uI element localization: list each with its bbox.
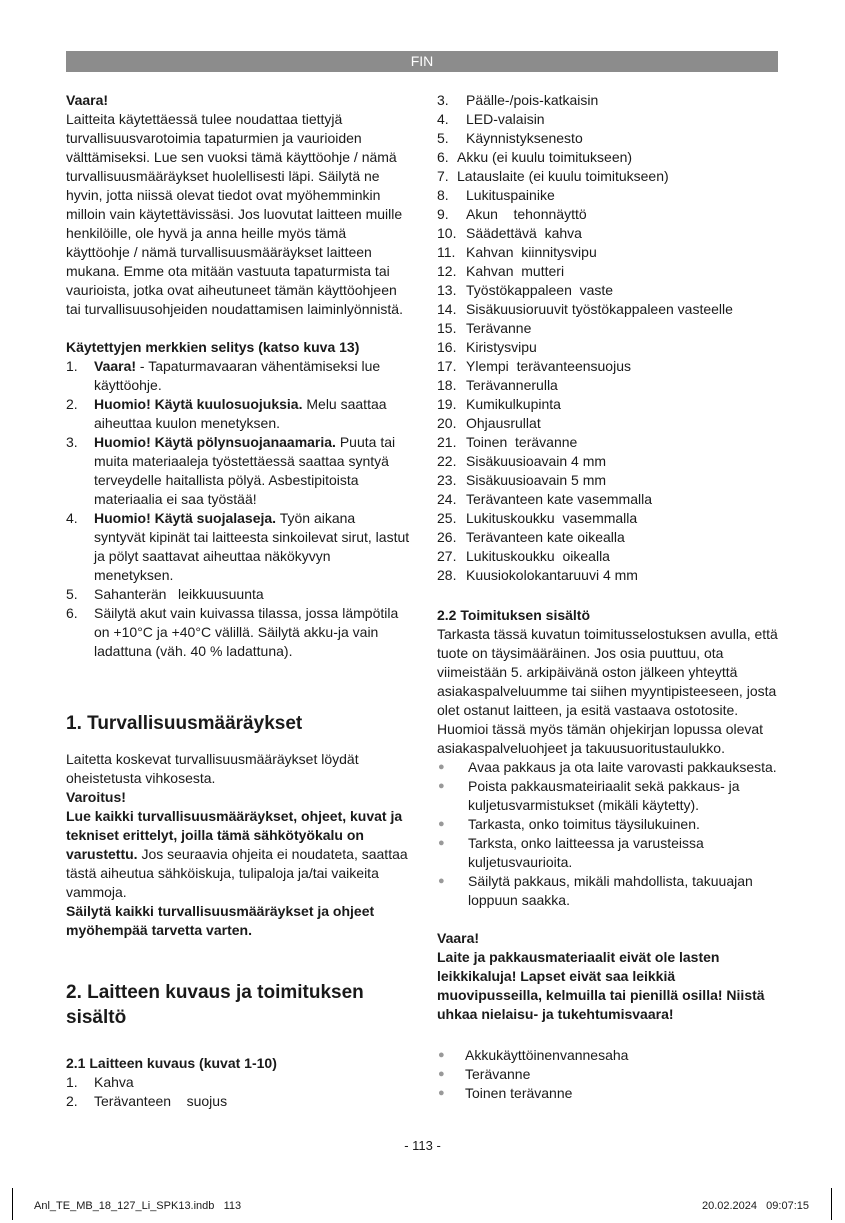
section22-text: Tarkasta tässä kuvatun toimitusselostuksen avulla, että tuote on täysimääräinen. Jos osia puuttuu, ota viimeistään 5. arkipäivänä oston jälkeen yhteyttä asiakaspalveluumme tai siihen myyntipisteeseen, josta olet ostanut laitteen, ja esitä vastaava ostotosite. Huomioi tässä myös tämän ohjekirjan lopussa olevat asiakaspalveluohjeet ja takuusuoritustaulukko. (437, 626, 778, 756)
bullet-icon: ● (438, 780, 445, 792)
part-item: 24. Terävanteen kate vasemmalla (437, 491, 652, 507)
part-item: 20. Ohjausrullat (437, 415, 541, 431)
part-item: 9. Akun tehonnäyttö (437, 206, 587, 222)
symbol-item: 3. Huomio! Käytä pölynsuojanaamaria. Puuta tai muita materiaaleja työstettäessä saattaa syntyä terveydelle haitallista pölyä. Asbestipitoista materiaalia ei saa työstää! (66, 434, 396, 507)
list-item: ● Tarksta, onko laitteessa ja varusteissa kuljetusvaurioita. (438, 835, 704, 870)
bullet-icon: ● (438, 1068, 445, 1080)
bullet-list (437, 758, 783, 910)
part-item: 21. Toinen terävanne (437, 434, 578, 450)
footer-datetime: 20.02.2024 09:07:15 (701, 1200, 809, 1212)
list-item: ● Poista pakkausmateiriaalit sekä pakkaus- ja kuljetusvarmistukset (mikäli käytetty). (438, 778, 740, 813)
bullet-icon: ● (438, 761, 445, 773)
language-header-bar (66, 51, 778, 72)
part-item: 19. Kumikulkupinta (437, 396, 561, 412)
section1-text: Laitetta koskevat turvallisuusmääräykset löydät oheistetusta vihkosesta. (66, 751, 359, 786)
margin-line-left (12, 1188, 13, 1220)
list-item: ● Avaa pakkaus ja ota laite varovasti pakkauksesta. (438, 759, 777, 775)
part-item: 16. Kiristysvipu (437, 339, 537, 355)
part-item: 6. Akku (ei kuulu toimitukseen) (437, 149, 633, 165)
part-item: 23. Sisäkuusioavain 5 mm (437, 472, 607, 488)
part-item: 15. Terävanne (437, 320, 532, 336)
part-item: 7. Latauslaite (ei kuulu toimitukseen) (437, 168, 669, 184)
bullet-icon: ● (438, 818, 445, 830)
delivery-list (437, 1046, 783, 1103)
warning-text: Laitteita käytettäessä tulee noudattaa tiettyjä turvallisuusvarotoimia tapaturmien ja vaurioiden välttämiseksi. Lue sen vuoksi tämä käyttöohje / nämä turvallisuusmääräykset huolellisesti läpi. Säilytä ne hyvin, jotta niissä olevat tiedot ovat myöhemminkin milloin vain käytettävissäsi. Jos luovutat laitteen muille henkilöille, ole hyvä ja anna heille myös tämä käyttöohje / nämä turvallisuusmääräykset laitteen mukana. Emme ota mitään vastuuta tapaturmista tai vaurioista, jotka ovat aiheutuneet tämän käyttöohjeen tai turvallisuusohjeiden noudattamisen laiminlyönnistä. (66, 111, 403, 317)
footer-filename: Anl_TE_MB_18_127_Li_SPK13.indb 113 (34, 1200, 242, 1212)
symbol-item: 6. Säilytä akut vain kuivassa tilassa, jossa lämpötila on +10°C ja +40°C välillä. Säilytä akku-ja vain ladattuna (väh. 40 % ladattuna). (66, 605, 399, 659)
section22-title: 2.2 Toimituksen sisältö (437, 607, 591, 623)
part-item: 3. Päälle-/pois-katkaisin (437, 92, 599, 108)
warning-text-right: Laite ja pakkausmateriaalit eivät ole lasten leikkikaluja! Lapset eivät saa leikkiä muovipusseilla, kelmuilla tai pienillä osilla! Niistä uhkaa nielaisu- ja tukehtumisvaara! (437, 949, 765, 1022)
part-item: 28. Kuusiokolokantaruuvi 4 mm (437, 567, 638, 583)
part-item: 27. Lukituskoukku oikealla (437, 548, 610, 564)
margin-line-right (831, 1188, 832, 1220)
part-item: 2. Terävanteen suojus (66, 1093, 228, 1109)
symbol-item: 1. Vaara! - Tapaturmavaaran vähentämiseksi lue käyttöohje. (66, 358, 381, 393)
part-item: 13. Työstökappaleen vaste (437, 282, 614, 298)
part-item: 1. Kahva (66, 1074, 134, 1090)
section2-title: 2. Laitteen kuvaus ja toimituksen sisältö (66, 982, 364, 1028)
symbols-title: Käytettyjen merkkien selitys (katso kuva 13) (66, 339, 360, 355)
part-item: 17. Ylempi terävanteensuojus (437, 358, 631, 374)
bullet-icon: ● (438, 837, 445, 849)
symbol-item: 4. Huomio! Käytä suojalaseja. Työn aikana syntyvät kipinät tai laitteesta sinkoilevat sirut, lastut ja pölyt saattavat aiheuttaa näkökyvyn menetyksen. (66, 510, 410, 583)
language-label: FIN (410, 53, 434, 69)
section21-title: 2.1 Laitteen kuvaus (kuvat 1-10) (66, 1055, 277, 1071)
section1-paragraph: Lue kaikki turvallisuusmääräykset, ohjeet, kuvat ja tekniset erittelyt, joilla tämä sähkötyökalu on varustettu. Jos seuraavia ohjeita ei noudateta, saattaa tästä aiheutua sähköiskuja, tulipaloja ja/tai vaikeita vammoja. (66, 808, 408, 900)
list-item: ● Akkukäyttöinenvannesaha (438, 1047, 629, 1063)
part-item: 26. Terävanteen kate oikealla (437, 529, 625, 545)
bullet-icon: ● (438, 1049, 445, 1061)
part-item: 25. Lukituskoukku vasemmalla (437, 510, 638, 526)
section1-warning: Varoitus! (66, 789, 126, 805)
section1-title: 1. Turvallisuusmääräykset (66, 713, 303, 734)
symbol-item: 2. Huomio! Käytä kuulosuojuksia. Melu saattaa aiheuttaa kuulon menetyksen. (66, 396, 387, 431)
list-item: ● Terävanne (438, 1066, 531, 1082)
bullet-icon: ● (438, 1087, 445, 1099)
right-column (437, 91, 783, 1103)
warning-title-right: Vaara! (437, 930, 480, 946)
part-item: 8. Lukituspainike (437, 187, 555, 203)
part-item: 14. Sisäkuusioruuvit työstökappaleen vasteelle (437, 301, 733, 317)
part-item: 11. Kahvan kiinnitysvipu (437, 244, 597, 260)
part-item: 10. Säädettävä kahva (437, 225, 582, 241)
part-item: 18. Terävannerulla (437, 377, 558, 393)
list-item: ● Toinen terävanne (438, 1085, 573, 1101)
bullet-icon: ● (438, 875, 445, 887)
page-number: - 113 - (404, 1138, 441, 1153)
section1-keep: Säilytä kaikki turvallisuusmääräykset ja ohjeet myöhempää tarvetta varten. (66, 903, 375, 938)
part-item: 12. Kahvan mutteri (437, 263, 565, 279)
part-item: 4. LED-valaisin (437, 111, 545, 127)
part-item: 22. Sisäkuusioavain 4 mm (437, 453, 607, 469)
left-column (66, 91, 410, 1111)
list-item: ● Säilytä pakkaus, mikäli mahdollista, takuuajan loppuun saakka. (438, 873, 753, 908)
warning-title: Vaara! (66, 92, 109, 108)
symbols-list (66, 357, 410, 661)
list-item: ● Tarkasta, onko toimitus täysilukuinen. (438, 816, 700, 832)
part-item: 5. Käynnistyksenesto (437, 130, 583, 146)
symbol-item: 5. Sahanterän leikkuusuunta (66, 586, 264, 602)
parts-list (437, 91, 783, 585)
